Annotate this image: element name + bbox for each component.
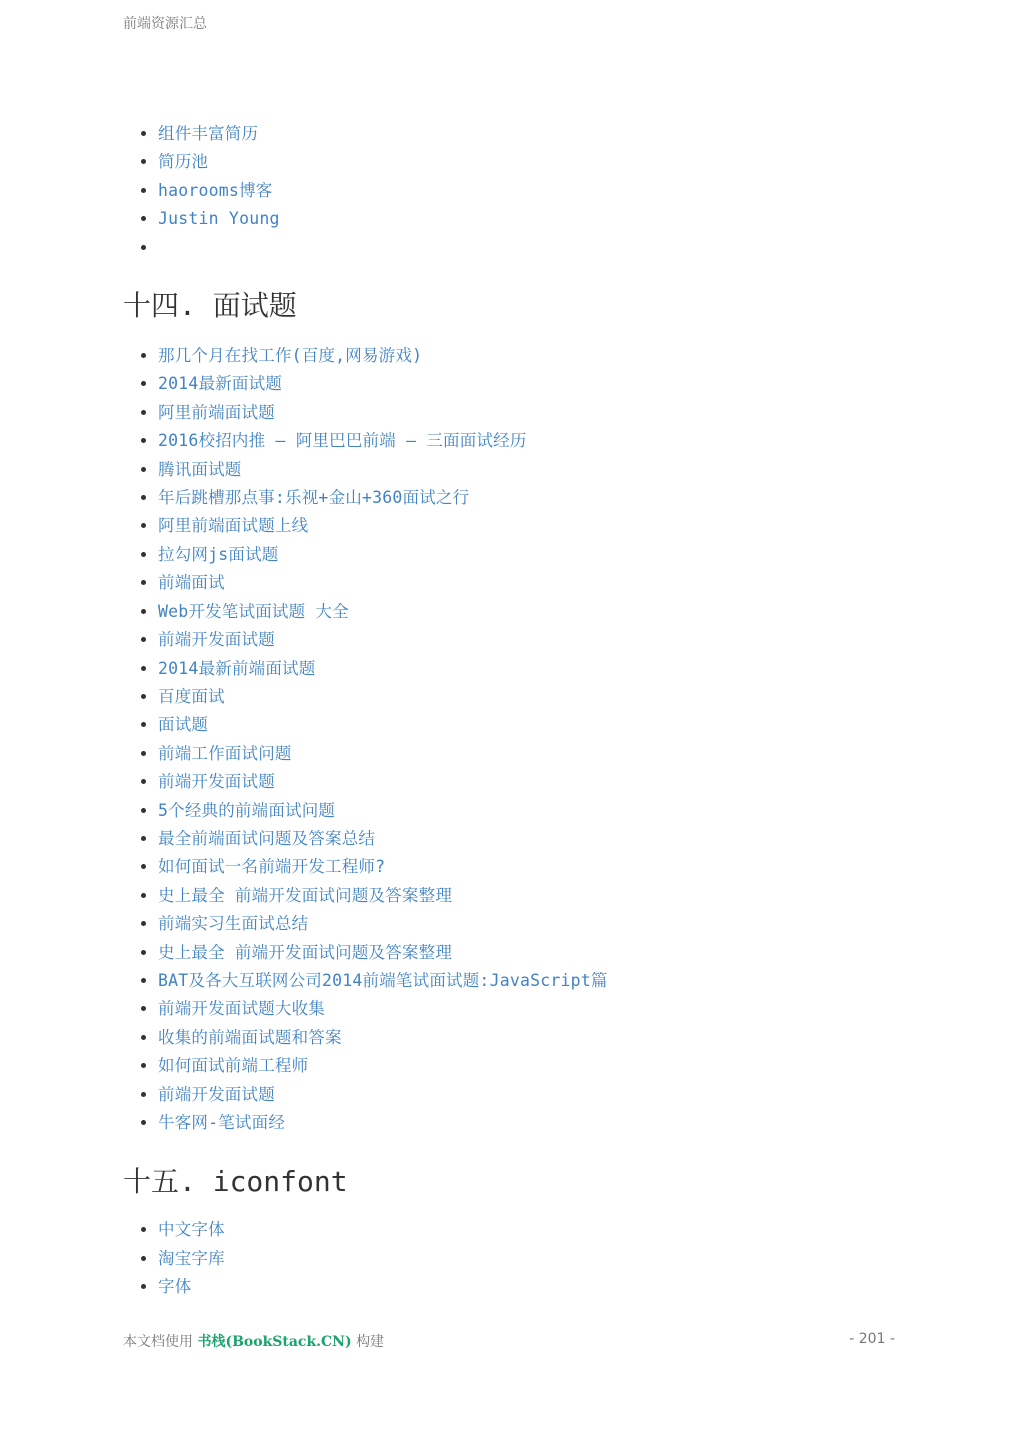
interview-link-list bbox=[123, 342, 903, 1137]
footer-prefix: 本文档使用 bbox=[123, 1334, 193, 1350]
resource-link[interactable]: • haorooms博客 bbox=[158, 177, 903, 205]
interview-link[interactable]: • 前端实习生面试总结 bbox=[158, 910, 903, 938]
resource-link[interactable] bbox=[158, 234, 903, 262]
interview-link[interactable]: • 前端开发面试题 bbox=[158, 768, 903, 796]
iconfont-link[interactable]: • 中文字体 bbox=[158, 1216, 903, 1244]
section-heading-iconfont: 十五. iconfont bbox=[123, 1165, 348, 1199]
resource-link-list bbox=[123, 120, 903, 262]
interview-link[interactable]: • 年后跳槽那点事:乐视+金山+360面试之行 bbox=[158, 484, 903, 512]
resource-link[interactable]: • 简历池 bbox=[158, 148, 903, 176]
iconfont-link[interactable]: • 淘宝字库 bbox=[158, 1245, 903, 1273]
interview-link[interactable]: • 前端工作面试问题 bbox=[158, 740, 903, 768]
interview-link[interactable]: • 面试题 bbox=[158, 711, 903, 739]
interview-link[interactable]: • 5个经典的前端面试问题 bbox=[158, 797, 903, 825]
interview-link[interactable]: • 百度面试 bbox=[158, 683, 903, 711]
interview-link[interactable]: • BAT及各大互联网公司2014前端笔试面试题:JavaScript篇 bbox=[158, 967, 903, 995]
interview-link[interactable]: • 史上最全 前端开发面试问题及答案整理 bbox=[158, 939, 903, 967]
interview-link[interactable]: • Web开发笔试面试题 大全 bbox=[158, 598, 903, 626]
interview-link[interactable]: • 前端开发面试题 bbox=[158, 1081, 903, 1109]
iconfont-link-list bbox=[123, 1216, 903, 1301]
interview-link[interactable]: • 牛客网-笔试面经 bbox=[158, 1109, 903, 1137]
iconfont-link[interactable]: • 字体 bbox=[158, 1273, 903, 1301]
interview-link[interactable]: • 2014最新前端面试题 bbox=[158, 655, 903, 683]
interview-link[interactable]: • 如何面试前端工程师 bbox=[158, 1052, 903, 1080]
interview-link[interactable]: • 拉勾网js面试题 bbox=[158, 541, 903, 569]
interview-link[interactable]: • 2014最新面试题 bbox=[158, 370, 903, 398]
interview-link[interactable]: • 前端开发面试题 bbox=[158, 626, 903, 654]
section-heading-interview: 十四. 面试题 bbox=[123, 289, 297, 323]
interview-link[interactable]: • 如何面试一名前端开发工程师? bbox=[158, 853, 903, 881]
interview-link[interactable]: • 2016校招内推 — 阿里巴巴前端 — 三面面试经历 bbox=[158, 427, 903, 455]
footer-brand-link[interactable]: 书栈(BookStack.CN) bbox=[197, 1334, 352, 1350]
interview-link[interactable]: • 前端面试 bbox=[158, 569, 903, 597]
interview-link[interactable]: • 收集的前端面试题和答案 bbox=[158, 1024, 903, 1052]
interview-link[interactable]: • 前端开发面试题大收集 bbox=[158, 995, 903, 1023]
interview-link[interactable]: • 阿里前端面试题 bbox=[158, 399, 903, 427]
interview-link[interactable]: • 阿里前端面试题上线 bbox=[158, 512, 903, 540]
resource-link[interactable]: • Justin Young bbox=[158, 205, 903, 233]
interview-link[interactable]: • 腾讯面试题 bbox=[158, 456, 903, 484]
document-body bbox=[123, 120, 903, 1302]
footer-suffix: 构建 bbox=[356, 1334, 385, 1350]
page-number: - 201 - bbox=[849, 1331, 895, 1347]
page-header bbox=[123, 13, 207, 33]
header-title: 前端资源汇总 bbox=[123, 16, 207, 32]
interview-link[interactable]: • 那几个月在找工作(百度,网易游戏) bbox=[158, 342, 903, 370]
interview-link[interactable]: • 最全前端面试问题及答案总结 bbox=[158, 825, 903, 853]
resource-link[interactable]: • 组件丰富简历 bbox=[158, 120, 903, 148]
page-footer bbox=[123, 1331, 895, 1351]
interview-link[interactable]: • 史上最全 前端开发面试问题及答案整理 bbox=[158, 882, 903, 910]
